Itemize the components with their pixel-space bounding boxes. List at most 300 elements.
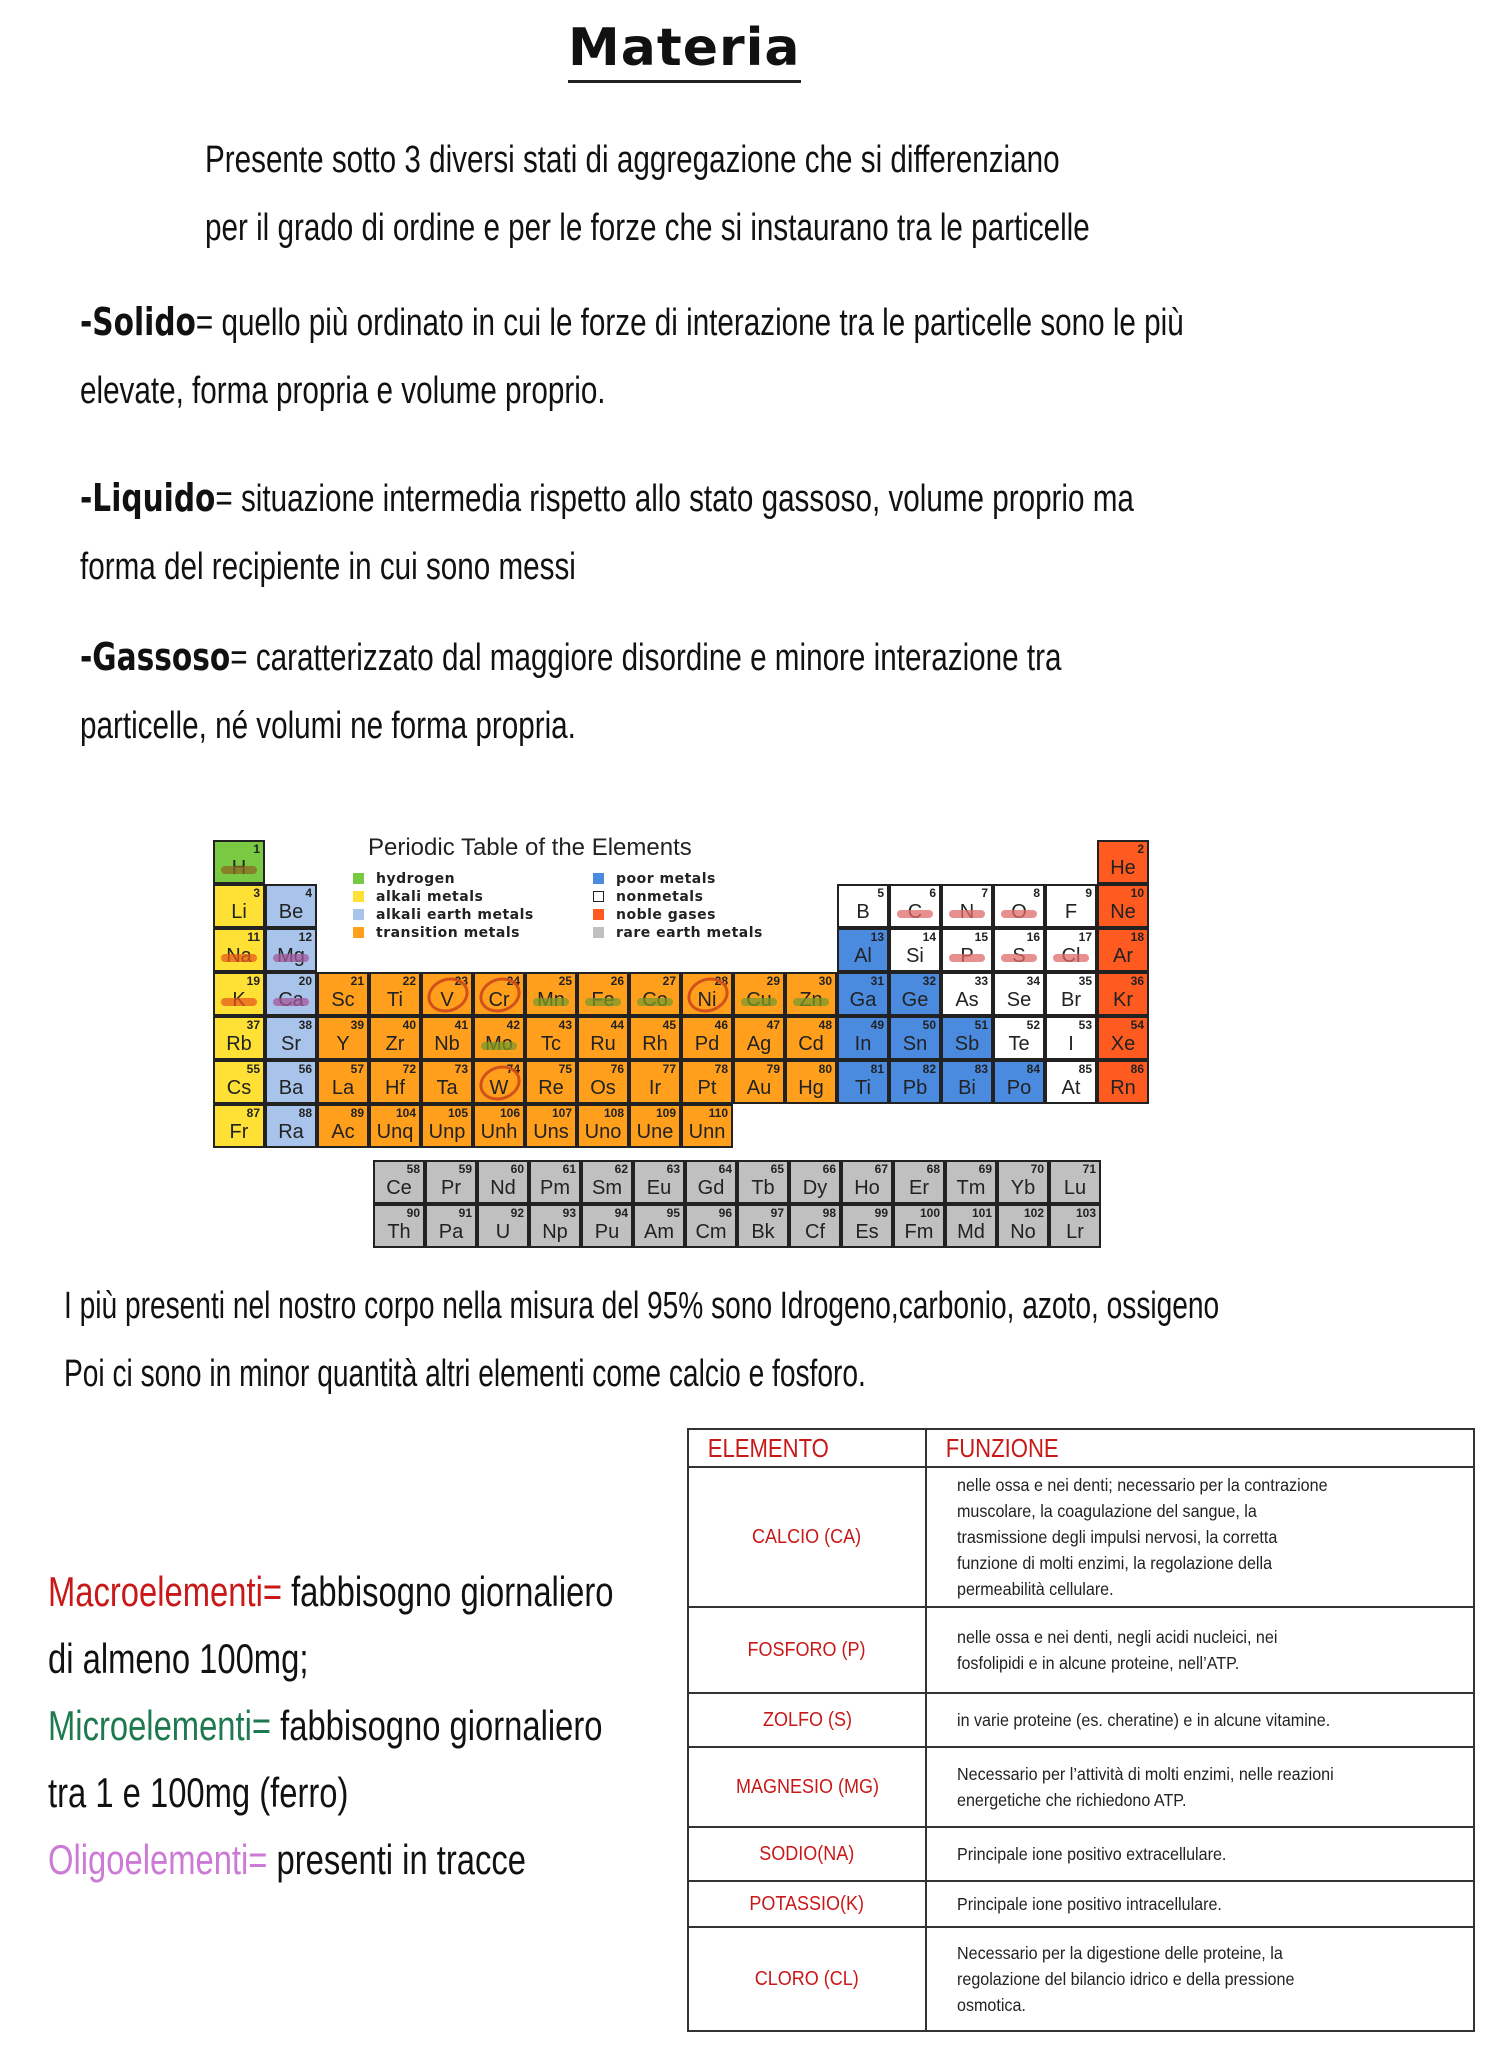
header-funzione: FUNZIONE [926,1429,1474,1467]
element-cell-sn [889,1016,941,1060]
highlight-strike [533,998,569,1006]
legend-label: transition metals [376,925,520,941]
element-cell-pu [581,1204,633,1248]
element-symbol: Pb [902,1077,928,1099]
element-symbol: Pa [438,1221,464,1243]
element-symbol: Cd [798,1033,824,1055]
atomic-number: 10 [1130,886,1144,900]
atomic-number: 106 [499,1106,520,1120]
atomic-number: 46 [714,1018,728,1032]
element-cell-gd [685,1160,737,1204]
atomic-number: 84 [1026,1062,1040,1076]
element-symbol: V [440,989,454,1011]
element-cell-p [941,928,993,972]
element-cell-pt [681,1060,733,1104]
atomic-number: 108 [603,1106,624,1120]
element-symbol: Unp [428,1121,466,1143]
element-cell-k [213,972,265,1016]
element-symbol: Ba [278,1077,304,1099]
state-label: -Solido [80,300,196,344]
legend-label: hydrogen [376,871,456,887]
intro-line: Presente sotto 3 diversi stati di aggregazione che si differenziano [205,139,1060,181]
atomic-number: 58 [406,1162,420,1176]
element-cell-pb [889,1060,941,1104]
atomic-number: 28 [714,974,728,988]
body-line: I più presenti nel nostro corpo nella misura del 95% sono Idrogeno,carbonio, azoto, ossigeno [64,1285,1220,1327]
element-symbol: Unh [480,1121,518,1143]
atomic-number: 47 [766,1018,780,1032]
legend-swatch [593,873,604,884]
element-symbol: Tb [751,1177,775,1199]
atomic-number: 27 [662,974,676,988]
element-cell-f [1045,884,1097,928]
atomic-number: 65 [770,1162,784,1176]
atomic-number: 71 [1082,1162,1096,1176]
element-cell-zn [785,972,837,1016]
atomic-number: 25 [558,974,572,988]
element-cell-pm [529,1160,581,1204]
element-cell-na [213,928,265,972]
atomic-number: 29 [766,974,780,988]
atomic-number: 53 [1078,1018,1092,1032]
element-cell-nd [477,1160,529,1204]
element-cell-au [733,1060,785,1104]
element-symbol: Zr [385,1033,405,1055]
element-symbol: Rb [226,1033,252,1055]
function-line: nelle ossa e nei denti; necessario per la contrazione [957,1475,1328,1495]
element-symbol: Tc [541,1033,561,1055]
atomic-number: 86 [1130,1062,1144,1076]
element-cell-ho [841,1160,893,1204]
atomic-number: 52 [1026,1018,1040,1032]
element-symbol: Pm [540,1177,570,1199]
legend-item [593,906,763,924]
state-text: forma del recipiente in cui sono messi [80,546,576,588]
atomic-number: 102 [1023,1206,1044,1220]
atomic-number: 70 [1030,1162,1044,1176]
element-symbol: Ge [901,989,929,1011]
atomic-number: 64 [718,1162,732,1176]
element-symbol: Re [538,1077,564,1099]
atomic-number: 23 [454,974,468,988]
atomic-number: 41 [454,1018,468,1032]
element-cell-unn [681,1104,733,1148]
element-cell-se [993,972,1045,1016]
atomic-number: 87 [246,1106,260,1120]
state-text: = quello più ordinato in cui le forze di interazione tra le particelle sono le più [195,302,1184,344]
atomic-number: 72 [402,1062,416,1076]
element-symbol: I [1068,1033,1074,1055]
element-symbol: Yb [1010,1177,1036,1199]
atomic-number: 43 [558,1018,572,1032]
function-cell [926,1927,1474,2031]
element-symbol: Ac [331,1121,355,1143]
highlight-strike [897,910,933,918]
atomic-number: 62 [614,1162,628,1176]
element-cell-np [529,1204,581,1248]
element-symbol: Pt [697,1077,717,1099]
legend-label: alkali metals [376,889,484,905]
function-line: Necessario per l’attività di molti enzimi, nelle reazioni [957,1764,1334,1784]
function-line: Principale ione positivo intracellulare. [957,1894,1222,1914]
highlight-strike [793,998,829,1006]
highlight-strike [221,954,257,962]
element-name: CALCIO (CA) [752,1525,862,1548]
macroelementi-text: di almeno 100mg; [48,1635,309,1682]
element-cell-cl [1045,928,1097,972]
atomic-number: 22 [402,974,416,988]
element-cell-nb [421,1016,473,1060]
element-symbol: Bi [958,1077,976,1099]
element-cell-li [213,884,265,928]
microelementi-text: tra 1 e 100mg (ferro) [48,1769,349,1816]
element-symbol: He [1110,857,1136,879]
element-cell-sc [317,972,369,1016]
highlight-strike [1053,954,1089,962]
atomic-number: 35 [1078,974,1092,988]
atomic-number: 67 [874,1162,888,1176]
element-name-cell [688,1693,926,1747]
element-cell-fr [213,1104,265,1148]
highlight-strike [273,954,309,962]
element-cell-si [889,928,941,972]
atomic-number: 16 [1026,930,1040,944]
highlight-strike [1001,954,1037,962]
atomic-number: 79 [766,1062,780,1076]
atomic-number: 18 [1130,930,1144,944]
atomic-number: 7 [981,886,988,900]
atomic-number: 32 [922,974,936,988]
element-cell-tc [525,1016,577,1060]
element-symbol: Gd [697,1177,725,1199]
element-symbol: La [331,1077,355,1099]
element-cell-i [1045,1016,1097,1060]
atomic-number: 94 [614,1206,628,1220]
atomic-number: 57 [350,1062,364,1076]
function-cell [926,1827,1474,1881]
atomic-number: 45 [662,1018,676,1032]
element-cell-ne [1097,884,1149,928]
element-cell-sm [581,1160,633,1204]
element-symbol: Os [590,1077,616,1099]
function-line: in varie proteine (es. cheratine) e in alcune vitamine. [957,1710,1331,1730]
atomic-number: 63 [666,1162,680,1176]
element-symbol: Ce [386,1177,412,1199]
highlight-strike [221,866,257,874]
intro-paragraph [205,126,1090,262]
legend-item [353,888,534,906]
legend-item [593,888,763,906]
state-label: -Liquido [80,476,216,520]
element-symbol: Be [278,901,304,923]
element-cell-ni [681,972,733,1016]
atomic-number: 48 [818,1018,832,1032]
highlight-strike [949,954,985,962]
atomic-number: 97 [770,1206,784,1220]
atomic-number: 59 [458,1162,472,1176]
element-cell-tm [945,1160,997,1204]
function-line: energetiche che richiedono ATP. [957,1790,1187,1810]
atomic-number: 56 [298,1062,312,1076]
element-symbol: Es [855,1221,879,1243]
oligoelementi-label: Oligoelementi= [48,1836,268,1883]
element-cell-po [993,1060,1045,1104]
atomic-number: 76 [610,1062,624,1076]
atomic-number: 90 [406,1206,420,1220]
element-name: MAGNESIO (MG) [735,1775,879,1798]
atomic-number: 1 [253,842,260,856]
element-name: SODIO(NA) [759,1842,855,1865]
element-classification [48,1558,613,1893]
element-cell-zr [369,1016,421,1060]
element-cell-er [893,1160,945,1204]
element-symbol: Rn [1110,1077,1136,1099]
atomic-number: 36 [1130,974,1144,988]
function-table-header [688,1429,1474,1467]
element-symbol: Sn [902,1033,928,1055]
element-cell-kr [1097,972,1149,1016]
element-name: ZOLFO (S) [762,1708,852,1731]
element-cell-ge [889,972,941,1016]
element-symbol: Ta [436,1077,458,1099]
element-symbol: Np [542,1221,568,1243]
element-cell-bi [941,1060,993,1104]
legend-label: nonmetals [616,889,704,905]
atomic-number: 96 [718,1206,732,1220]
highlight-strike [949,910,985,918]
element-symbol: As [955,989,979,1011]
atomic-number: 54 [1130,1018,1144,1032]
element-symbol: Ru [590,1033,616,1055]
element-symbol: Ti [387,989,403,1011]
element-symbol: F [1064,901,1078,923]
element-cell-uno [577,1104,629,1148]
highlight-strike [741,998,777,1006]
atomic-number: 61 [562,1162,576,1176]
element-symbol: Ho [854,1177,880,1199]
microelementi-text: fabbisogno giornaliero [271,1702,603,1749]
function-cell [926,1747,1474,1827]
table-row [688,1607,1474,1693]
state-label: -Gassoso [80,635,231,679]
state-text: elevate, forma propria e volume proprio. [80,370,606,412]
atomic-number: 4 [305,886,312,900]
state-gassoso [80,623,1061,760]
element-cell-ca [265,972,317,1016]
atomic-number: 8 [1033,886,1040,900]
element-cell-yb [997,1160,1049,1204]
element-symbol: Si [906,945,924,967]
atomic-number: 81 [870,1062,884,1076]
element-symbol: At [1061,1077,1081,1099]
atomic-number: 93 [562,1206,576,1220]
element-cell-hg [785,1060,837,1104]
atomic-number: 78 [714,1062,728,1076]
element-cell-tb [737,1160,789,1204]
atomic-number: 37 [246,1018,260,1032]
atomic-number: 99 [874,1206,888,1220]
element-cell-cd [785,1016,837,1060]
atomic-number: 77 [662,1062,676,1076]
element-cell-n [941,884,993,928]
element-cell-pr [425,1160,477,1204]
element-symbol: Br [1061,989,1081,1011]
element-cell-ga [837,972,889,1016]
function-line: osmotica. [957,1995,1026,2015]
element-cell-fm [893,1204,945,1248]
element-symbol: Sm [592,1177,622,1199]
oligoelementi-text: presenti in tracce [267,1836,527,1883]
atomic-number: 110 [708,1106,728,1120]
atomic-number: 20 [298,974,312,988]
atomic-number: 26 [610,974,624,988]
legend-swatch [593,909,604,920]
element-cell-dy [789,1160,841,1204]
element-cell-al [837,928,889,972]
state-text: = caratterizzato dal maggiore disordine e minore interazione tra [230,637,1062,679]
element-name: POTASSIO(K) [749,1892,865,1915]
element-symbol: Pd [694,1033,720,1055]
atomic-number: 83 [974,1062,988,1076]
atomic-number: 66 [822,1162,836,1176]
element-symbol: Te [1008,1033,1030,1055]
atomic-number: 109 [655,1106,676,1120]
atomic-number: 68 [926,1162,940,1176]
legend-item [353,906,534,924]
legend-label: noble gases [616,907,716,923]
atomic-number: 89 [350,1106,364,1120]
atomic-number: 107 [551,1106,572,1120]
element-cell-rb [213,1016,265,1060]
macroelementi-label: Macroelementi= [48,1568,282,1615]
atomic-number: 2 [1137,842,1144,856]
element-cell-o [993,884,1045,928]
atomic-number: 9 [1085,886,1092,900]
element-symbol: Lu [1063,1177,1087,1199]
element-cell-unh [473,1104,525,1148]
element-symbol: Fr [229,1121,249,1143]
atomic-number: 21 [350,974,364,988]
element-symbol: Ti [855,1077,871,1099]
table-row [688,1827,1474,1881]
atomic-number: 19 [246,974,260,988]
atomic-number: 105 [447,1106,468,1120]
legend-swatch [353,891,364,902]
element-cell-es [841,1204,893,1248]
atomic-number: 5 [877,886,884,900]
element-cell-hf [369,1060,421,1104]
highlight-strike [1001,910,1037,918]
element-cell-eu [633,1160,685,1204]
element-name-cell [688,1827,926,1881]
table-row [688,1467,1474,1607]
element-cell-te [993,1016,1045,1060]
element-cell-y [317,1016,369,1060]
element-symbol: Ag [746,1033,772,1055]
function-line: regolazione del bilancio idrico e della pressione [957,1969,1295,1989]
atomic-number: 88 [298,1106,312,1120]
element-cell-unq [369,1104,421,1148]
element-cell-v [421,972,473,1016]
element-symbol: Al [854,945,872,967]
element-symbol: Sr [281,1033,301,1055]
element-symbol: Md [957,1221,985,1243]
element-cell-os [577,1060,629,1104]
atomic-number: 39 [350,1018,364,1032]
element-cell-mg [265,928,317,972]
element-symbol: Hf [385,1077,405,1099]
table-row [688,1693,1474,1747]
element-symbol: Rh [642,1033,668,1055]
element-cell-br [1045,972,1097,1016]
element-cell-fe [577,972,629,1016]
element-symbol: Li [231,901,247,923]
legend-item [353,924,534,942]
element-cell-bk [737,1204,789,1248]
microelementi-label: Microelementi= [48,1702,272,1749]
element-symbol: Ni [697,989,717,1011]
element-symbol: Dy [802,1177,828,1199]
element-cell-mn [525,972,577,1016]
atomic-number: 104 [395,1106,416,1120]
element-cell-cm [685,1204,737,1248]
element-cell-ce [373,1160,425,1204]
element-symbol: Tm [956,1177,986,1199]
element-cell-uns [525,1104,577,1148]
element-cell-cf [789,1204,841,1248]
header-elemento: ELEMENTO [688,1429,926,1467]
legend-item [353,870,534,888]
table-row [688,1927,1474,2031]
atomic-number: 24 [506,974,520,988]
element-cell-ra [265,1104,317,1148]
element-symbol: Ga [849,989,877,1011]
element-cell-lr [1049,1204,1101,1248]
element-cell-ti [837,1060,889,1104]
element-name-cell [688,1467,926,1607]
atomic-number: 38 [298,1018,312,1032]
atomic-number: 11 [247,930,260,944]
state-liquido [80,464,1134,601]
element-cell-sr [265,1016,317,1060]
element-symbol: Une [636,1121,674,1143]
atomic-number: 13 [870,930,884,944]
element-symbol: Eu [646,1177,672,1199]
page-title: Materia [568,18,801,83]
element-cell-ag [733,1016,785,1060]
atomic-number: 17 [1078,930,1092,944]
element-symbol: Au [746,1077,772,1099]
element-cell-s [993,928,1045,972]
periodic-table-title: Periodic Table of the Elements [368,834,692,861]
element-symbol: Pr [441,1177,461,1199]
atomic-number: 69 [978,1162,992,1176]
element-name-cell [688,1747,926,1827]
legend-label: poor metals [616,871,716,887]
atomic-number: 73 [454,1062,468,1076]
element-symbol: Unn [688,1121,726,1143]
element-cell-rn [1097,1060,1149,1104]
element-cell-ac [317,1104,369,1148]
element-cell-une [629,1104,681,1148]
legend-right [593,870,763,942]
atomic-number: 31 [870,974,884,988]
function-line: Principale ione positivo extracellulare. [957,1844,1227,1864]
legend-item [593,924,763,942]
element-symbol: Hg [798,1077,824,1099]
atomic-number: 95 [666,1206,680,1220]
element-symbol: Kr [1113,989,1133,1011]
